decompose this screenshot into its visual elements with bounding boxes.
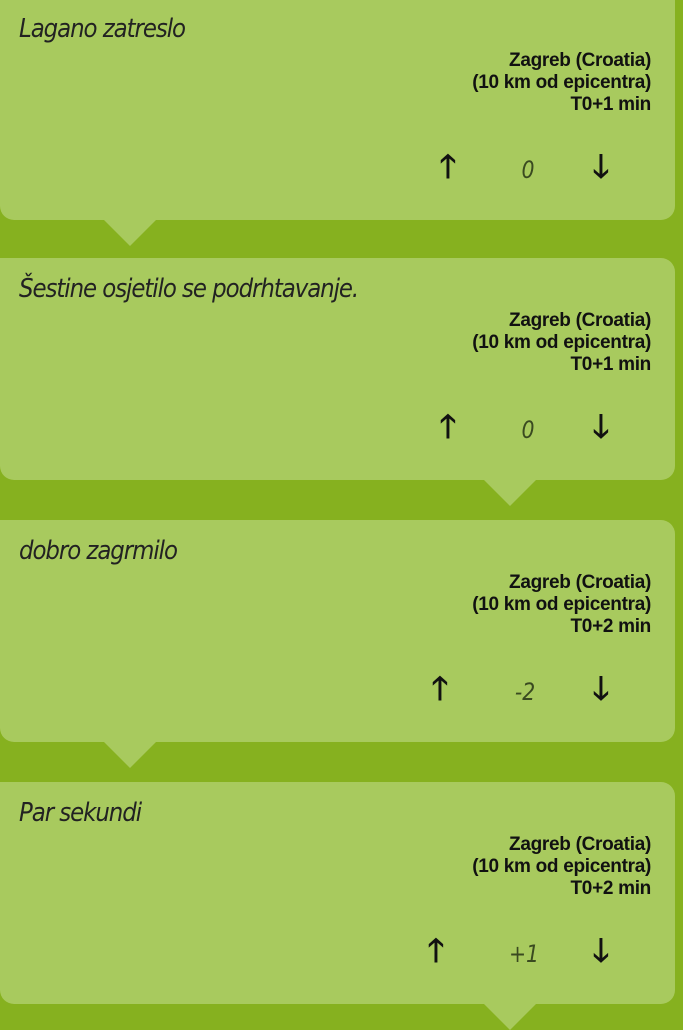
comment-meta xyxy=(472,310,651,376)
comment-text: Lagano zatreslo xyxy=(19,14,186,44)
downvote-arrow-down-icon[interactable]: 🡓 xyxy=(592,147,610,185)
comment-time: T0+2 min xyxy=(570,616,651,637)
comment-time: T0+2 min xyxy=(570,878,651,899)
upvote-arrow-up-icon[interactable]: 🡑 xyxy=(427,931,445,969)
downvote-arrow-down-icon[interactable]: 🡓 xyxy=(592,931,610,969)
comment-location: Zagreb (Croatia) xyxy=(509,572,651,593)
comment-text: Šestine osjetilo se podrhtavanje. xyxy=(19,274,359,304)
comment-text: Par sekundi xyxy=(19,798,142,828)
comment-card xyxy=(0,782,675,1004)
bubble-tail xyxy=(104,742,156,768)
upvote-arrow-up-icon[interactable]: 🡑 xyxy=(431,669,449,707)
bubble-tail xyxy=(104,220,156,246)
comment-distance: (10 km od epicentra) xyxy=(472,856,651,877)
comment-score: 0 xyxy=(521,156,535,184)
comment-card xyxy=(0,520,675,742)
comment-text: dobro zagrmilo xyxy=(19,536,177,566)
comment-card xyxy=(0,258,675,480)
downvote-arrow-down-icon[interactable]: 🡓 xyxy=(592,407,610,445)
bubble-tail xyxy=(484,1004,536,1030)
comment-distance: (10 km od epicentra) xyxy=(472,594,651,615)
comment-score: -2 xyxy=(514,678,536,706)
comment-location: Zagreb (Croatia) xyxy=(509,310,651,331)
comment-time: T0+1 min xyxy=(570,94,651,115)
comment-meta xyxy=(472,834,651,900)
comment-meta xyxy=(472,50,651,116)
comment-distance: (10 km od epicentra) xyxy=(472,72,651,93)
comment-score: 0 xyxy=(521,416,535,444)
upvote-arrow-up-icon[interactable]: 🡑 xyxy=(439,147,457,185)
comment-location: Zagreb (Croatia) xyxy=(509,834,651,855)
upvote-arrow-up-icon[interactable]: 🡑 xyxy=(439,407,457,445)
downvote-arrow-down-icon[interactable]: 🡓 xyxy=(592,669,610,707)
comment-meta xyxy=(472,572,651,638)
comment-location: Zagreb (Croatia) xyxy=(509,50,651,71)
bubble-tail xyxy=(484,480,536,506)
comment-time: T0+1 min xyxy=(570,354,651,375)
comment-score: +1 xyxy=(508,940,540,968)
comment-distance: (10 km od epicentra) xyxy=(472,332,651,353)
comment-card xyxy=(0,0,675,220)
